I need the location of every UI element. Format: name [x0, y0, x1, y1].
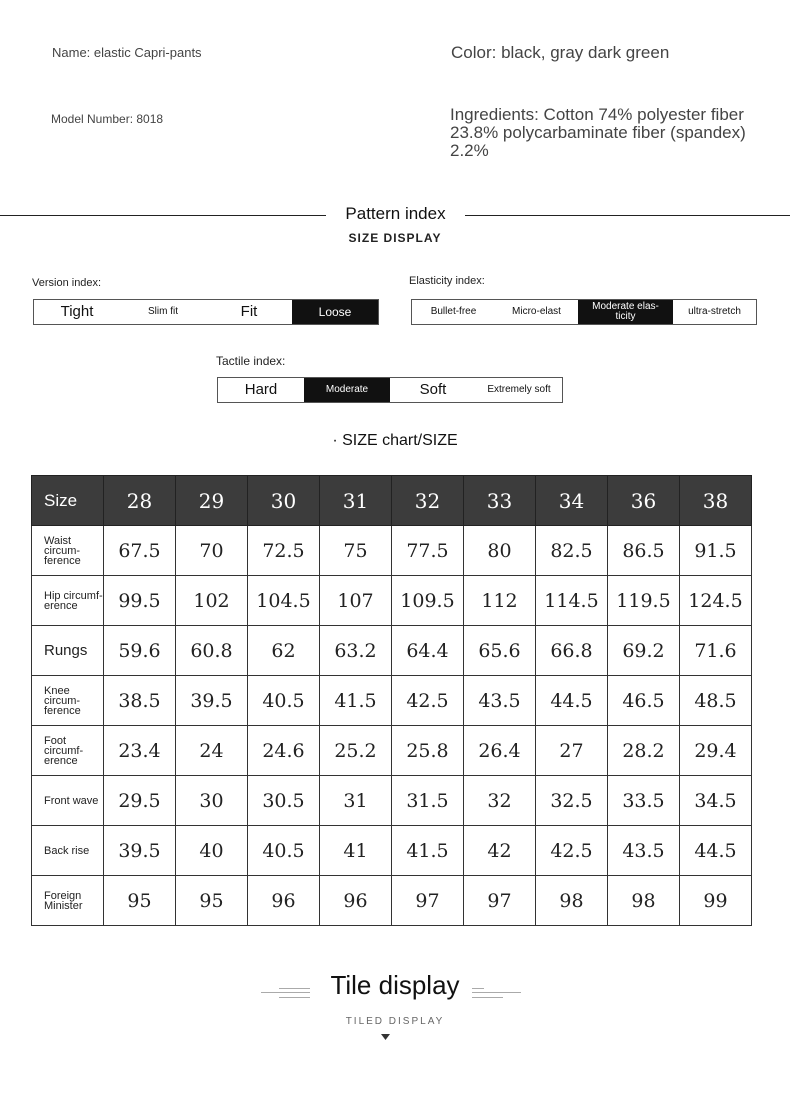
tactile-option-soft: Soft	[419, 381, 447, 398]
table-row	[32, 626, 752, 676]
table-cell: 29.5	[104, 776, 176, 826]
size-chart-title: · SIZE chart/SIZE	[332, 432, 458, 449]
size-header-cell: 28	[104, 476, 176, 526]
pattern-title: Pattern index	[345, 204, 446, 223]
table-cell: 97	[464, 876, 536, 926]
size-header-cell: 33	[464, 476, 536, 526]
table-cell: 62	[248, 626, 320, 676]
row-label: Foot circumf-erence	[32, 726, 104, 776]
table-cell: 40	[176, 826, 248, 876]
table-cell: 95	[176, 876, 248, 926]
table-cell: 59.6	[104, 626, 176, 676]
table-cell: 42.5	[536, 826, 608, 876]
tactile-index-label: Tactile index:	[216, 354, 286, 368]
table-cell: 82.5	[536, 526, 608, 576]
table-cell: 75	[320, 526, 392, 576]
elasticity-option-ultra-stretch: ultra-stretch	[688, 306, 741, 317]
table-cell: 98	[536, 876, 608, 926]
size-header-label: Size	[32, 476, 104, 526]
table-cell: 41.5	[392, 826, 464, 876]
elasticity-index-label: Elasticity index:	[409, 275, 485, 287]
divider-left	[0, 215, 326, 216]
table-cell: 63.2	[320, 626, 392, 676]
version-index-label: Version index:	[32, 277, 102, 289]
triangle-down-icon	[381, 1034, 390, 1041]
table-cell: 41.5	[320, 676, 392, 726]
table-cell: 114.5	[536, 576, 608, 626]
table-row	[32, 726, 752, 776]
table-cell: 25.2	[320, 726, 392, 776]
table-cell: 23.4	[104, 726, 176, 776]
table-cell: 119.5	[608, 576, 680, 626]
table-cell: 80	[464, 526, 536, 576]
table-cell: 30	[176, 776, 248, 826]
table-row	[32, 676, 752, 726]
tactile-option-moderate: Moderate	[304, 378, 390, 402]
table-cell: 26.4	[464, 726, 536, 776]
table-cell: 104.5	[248, 576, 320, 626]
tactile-index-scale	[217, 377, 563, 403]
table-cell: 25.8	[392, 726, 464, 776]
table-cell: 43.5	[464, 676, 536, 726]
table-cell: 40.5	[248, 676, 320, 726]
table-row	[32, 876, 752, 926]
table-cell: 39.5	[176, 676, 248, 726]
table-cell: 41	[320, 826, 392, 876]
size-header-cell: 30	[248, 476, 320, 526]
table-cell: 27	[536, 726, 608, 776]
elasticity-option-moderate: Moderate elas-ticity	[578, 300, 673, 324]
pattern-subtitle: SIZE DISPLAY	[348, 231, 442, 245]
table-cell: 30.5	[248, 776, 320, 826]
table-cell: 77.5	[392, 526, 464, 576]
table-cell: 95	[104, 876, 176, 926]
size-header-cell: 34	[536, 476, 608, 526]
divider-right	[465, 215, 790, 216]
size-header-cell: 29	[176, 476, 248, 526]
row-label: Back rise	[32, 826, 104, 876]
version-option-fit: Fit	[240, 303, 258, 320]
table-row	[32, 826, 752, 876]
table-cell: 33.5	[608, 776, 680, 826]
version-option-tight: Tight	[60, 303, 94, 320]
table-row	[32, 776, 752, 826]
table-cell: 31	[320, 776, 392, 826]
table-row	[32, 526, 752, 576]
table-cell: 29.4	[680, 726, 752, 776]
tactile-option-hard: Hard	[244, 381, 278, 398]
table-cell: 72.5	[248, 526, 320, 576]
table-cell: 67.5	[104, 526, 176, 576]
table-cell: 99.5	[104, 576, 176, 626]
table-cell: 24.6	[248, 726, 320, 776]
table-cell: 112	[464, 576, 536, 626]
table-cell: 38.5	[104, 676, 176, 726]
table-cell: 124.5	[680, 576, 752, 626]
elasticity-option-bullet-free: Bullet-free	[430, 306, 477, 317]
table-cell: 71.6	[680, 626, 752, 676]
ingredients-line: 2.2%	[450, 141, 489, 160]
ingredients-line: Ingredients: Cotton 74% polyester fiber	[450, 105, 744, 124]
elasticity-index-scale	[411, 299, 757, 325]
table-cell: 42	[464, 826, 536, 876]
product-color: Color: black, gray dark green	[451, 43, 670, 62]
table-cell: 99	[680, 876, 752, 926]
table-cell: 66.8	[536, 626, 608, 676]
table-cell: 28.2	[608, 726, 680, 776]
table-cell: 70	[176, 526, 248, 576]
version-option-loose: Loose	[292, 300, 378, 324]
row-label: Knee circum-ference	[32, 676, 104, 726]
tile-title: Tile display	[330, 970, 460, 1000]
model-number: Model Number: 8018	[51, 112, 164, 126]
table-cell: 102	[176, 576, 248, 626]
table-cell: 86.5	[608, 526, 680, 576]
size-table	[31, 475, 752, 926]
tactile-option-extremely-soft: Extremely soft	[487, 384, 551, 395]
table-cell: 44.5	[536, 676, 608, 726]
elasticity-option-micro: Micro-elast	[512, 306, 561, 317]
tile-subtitle: TILED DISPLAY	[345, 1016, 445, 1027]
size-header-cell: 38	[680, 476, 752, 526]
table-cell: 31.5	[392, 776, 464, 826]
size-header-cell: 36	[608, 476, 680, 526]
table-cell: 34.5	[680, 776, 752, 826]
table-cell: 107	[320, 576, 392, 626]
table-cell: 32	[464, 776, 536, 826]
table-cell: 48.5	[680, 676, 752, 726]
size-header-cell: 31	[320, 476, 392, 526]
table-cell: 64.4	[392, 626, 464, 676]
row-label: Front wave	[32, 776, 104, 826]
table-row	[32, 576, 752, 626]
ingredients-line: 23.8% polycarbaminate fiber (spandex)	[450, 123, 746, 142]
table-cell: 96	[320, 876, 392, 926]
table-cell: 91.5	[680, 526, 752, 576]
table-cell: 69.2	[608, 626, 680, 676]
table-cell: 96	[248, 876, 320, 926]
table-cell: 65.6	[464, 626, 536, 676]
version-option-slim-fit: Slim fit	[148, 306, 178, 317]
table-cell: 32.5	[536, 776, 608, 826]
table-cell: 39.5	[104, 826, 176, 876]
table-cell: 60.8	[176, 626, 248, 676]
size-header-cell: 32	[392, 476, 464, 526]
size-header-row	[32, 476, 752, 526]
version-index-scale	[33, 299, 379, 325]
table-cell: 44.5	[680, 826, 752, 876]
table-cell: 97	[392, 876, 464, 926]
table-cell: 43.5	[608, 826, 680, 876]
table-cell: 109.5	[392, 576, 464, 626]
table-cell: 42.5	[392, 676, 464, 726]
ingredients	[450, 106, 746, 160]
table-cell: 40.5	[248, 826, 320, 876]
row-label: Hip circumf-erence	[32, 576, 104, 626]
table-cell: 98	[608, 876, 680, 926]
row-label: Foreign Minister	[32, 876, 104, 926]
table-cell: 24	[176, 726, 248, 776]
row-label: Waist circum-ference	[32, 526, 104, 576]
product-name: Name: elastic Capri-pants	[52, 45, 202, 60]
table-cell: 46.5	[608, 676, 680, 726]
row-label: Rungs	[32, 626, 104, 676]
